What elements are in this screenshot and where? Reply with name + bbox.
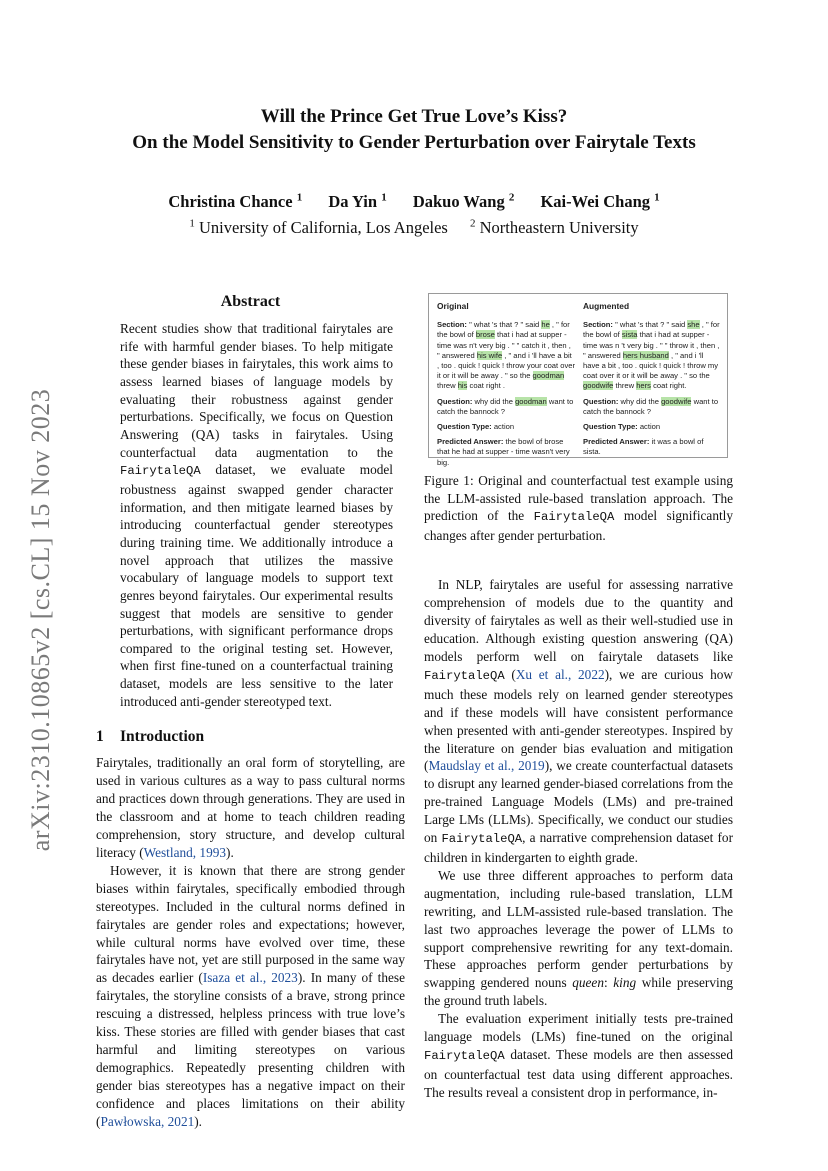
figure-predicted-answer: Predicted Answer: the bowl of brose that he had at supper - time wasn't very big. [437,437,570,467]
figure-question-type: Question Type: action [583,422,661,432]
figure-original-column: Original Section: " what 's that ? " said he , " for the bowl of brose that i had at supper - time was n't very big . " " catch it , then , " answered his wife , " and i 'll have a bit , too . quick ! quick ! throw your coat over it or it will be away . " so the goodman threw his coat right . Question: why did the goodman want to catch the bannock ? Question Type: action Predicted Answer: the bowl of brose that he had at supper - time wasn't very big. [437,301,576,467]
author: Dakuo Wang $^2$ [412,191,515,211]
intro-paragraph-2: However, it is known that there are strong gender biases within fairytales, specifically embodied through stereotypes. Included in the cultural norms defined in fairytales are gender roles and expectations; however, while cultural norms have evolved over time, these fairytales have not, yet are still purposed in the same way as decades earlier (Isaza et al., 2023). In many of these fairytales, the storyline consists of a brave, strong prince rescuing a distressed, helpless princess with true love’s kiss. These stories are filled with gender biases that cast harmful and limiting stereotypes on various demographics. Repeatedly presenting children with gender bias stereotypes has a negative impact on their confidence and places limitations on their ability (Pawłowska, 2021). [96,862,405,1129]
body-paragraph-3: The evaluation experiment initially tests pre-trained language models (LMs) fine-tuned on the original FairytaleQA dataset. These models are then assessed on counterfactual test data using different approaches. The results reveal a consistent drop in performance, in- [424,1011,733,1100]
citation-link[interactable]: Pawłowska, 2021 [100,1113,195,1129]
figure-section-text: Section: " what 's that ? " said she , " for the bowl of sista that i had at supper - time was n 't very big . " " throw it , then , " answered hers husband , " and i 'll have a bit , too . quick ! quick ! throw my coat over it or it will be away . " so the goodwife threw hers coat right. [583,320,720,391]
affiliation: $^2$ Northeastern University [469,217,639,237]
title-block [70,104,758,239]
citation-link[interactable]: Westland, 1993 [143,844,227,860]
right-column [424,293,733,1102]
paper-title-line-1: Will the Prince Get True Love’s Kiss? [260,106,568,127]
author: Kai-Wei Chang $^1$ [540,191,660,211]
intro-paragraph-1: Fairytales, traditionally an oral form of storytelling, are used in various cultures as a way to pass cultural norms and practices down through generations. They are used in the classroom and at home to teach children reading comprehension, story structure, and develop cultural literacy (Westland, 1993). [96,755,405,860]
figure-question-type: Question Type: action [437,422,515,432]
introduction-heading: 1 Introduction [96,728,205,746]
author: Da Yin $^1$ [328,191,387,211]
body-paragraph-1: In NLP, fairytales are useful for assessing narrative comprehension of models due to the quantity and diversity of fairytales as well as their well-studied use in education. Although existing question answering (QA) models perform well on fairytale datasets like FairytaleQA (Xu et al., 2022), we are curious how much these models rely on learned gender stereotypes and if these models will have consistent performance when presented with anti-gender stereotypes. Inspired by the literature on gender bias evaluation and mitigation (Maudslay et al., 2019), we create counterfactual datasets to disrupt any learned gender-biased correlations from the pre-trained Language Models (LMs) and pre-trained Large LMs (LLMs). Specifically, we conduct our studies on FairytaleQA, a narrative comprehension dataset for children in kindergarten to eighth grade. [424,577,733,865]
left-column [96,293,405,1130]
affiliation: $^1$ University of California, Los Angeles [189,217,448,237]
figure-1-example-box [428,293,728,467]
author-list [70,186,758,213]
figure-question: Question: why did the goodman want to catch the bannock ? [437,396,574,416]
figure-1-caption: Figure 1: Original and counterfactual test example using the LLM-assisted rule-based translation approach. The prediction of the FairytaleQA model significantly changes after gender perturbation. [424,473,734,543]
right-body-text [424,576,733,1101]
figure-predicted-answer: Predicted Answer: it was a bowl of sista. [583,437,704,457]
figure-question: Question: why did the goodwife want to catch the bannock ? [583,396,719,416]
citation-link[interactable]: Isaza et al., 2023 [202,970,298,986]
abstract-text: Recent studies show that traditional fairytales are rife with harmful gender biases. To help mitigate these gender biases in fairytales, this work aims to assess learned biases of language models by evaluating their robustness against gender perturbations. Specifically, we focus on Question Answering (QA) tasks in fairytales. Using counterfactual data augmentation to the FairytaleQA dataset, we evaluate model robustness against swapped gender character information, and then mitigate learned biases by introducing counterfactual gender stereotypes during training time. We additionally introduce a novel approach that utilizes the massive vocabulary of language models to support text genres beyond fairytales. Our experimental results suggest that models are sensitive to gender perturbations, with significant performance drops compared to the original testing set. However, when first fine-tuned on a counterfactual training dataset, models are less sensitive to the later introduced anti-gender stereotyped text. [120,321,393,709]
figure-section-text: Section: " what 's that ? " said he , " for the bowl of brose that i had at supper - time was n't very big . " " catch it , then , " answered his wife , " and i 'll have a bit , too . quick ! quick ! throw your coat over it or it will be away . " so the goodman threw his coat right . [437,320,576,391]
citation-link[interactable]: Xu et al., 2022 [515,666,605,682]
author: Christina Chance $^1$ [168,191,303,211]
affiliation-list [70,213,758,240]
citation-link[interactable]: Maudslay et al., 2019 [428,758,545,774]
body-paragraph-2: We use three different approaches to perform data augmentation, including rule-based translation, LLM rewriting, and LLM-assisted rule-based translation. The last two approaches leverage the power of LLMs to support comprehensive rewriting for any text-domain. These approaches perform gender perturbations by swapping gendered nouns queen: king while preserving the ground truth labels. [424,867,733,1009]
abstract-heading: Abstract [220,293,281,310]
figure-augmented-column: Augmented Section: " what 's that ? " said she , " for the bowl of sista that i had at supper - time was n 't very big . " " throw it , then , " answered hers husband , " and i 'll have a bit , too . quick ! quick ! throw my coat over it or it will be away . " so the goodwife threw hers coat right. Question: why did the goodwife want to catch the bannock ? Question Type: action Predicted Answer: it was a bowl of sista. [583,301,720,457]
arxiv-identifier-stamp: arXiv:2310.10865v2 [cs.CL] 15 Nov 2023 [26,388,55,852]
paper-title-line-2: On the Model Sensitivity to Gender Perturbation over Fairytale Texts [132,132,696,153]
